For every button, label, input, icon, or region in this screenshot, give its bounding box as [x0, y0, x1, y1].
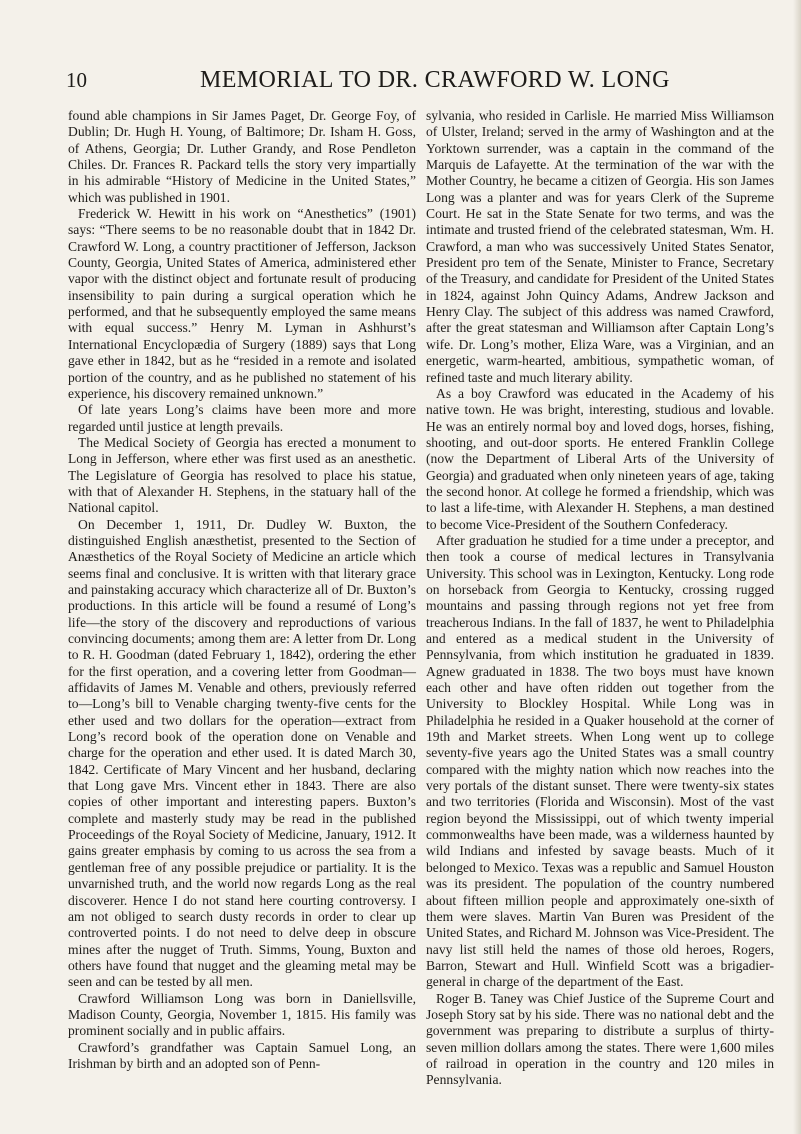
paragraph: After graduation he studied for a time under a preceptor, and then took a course of medical lectures in Transylvania University. This school was in Lexington, Kentucky. Long rode on horseback from Georgia to Kentucky, crossing rugged mountains and passing through regions not yet free from treacherous Indians. In the fall of 1837, he went to Philadelphia and entered as a medical student in the University of Pennsylvania, from which institution he graduated in 1839. Agnew graduated in 1838. The two boys must have known each other and have often ridden out together from the University to Blockley Hospital. While Long was in Philadelphia he resided in a Quaker household at the corner of 19th and Market streets. When Long went up to college seventy-five years ago the United States was a small country compared with the mighty nation which now reaches into the very portals of the distant sunset. There were twenty-six states and two territories (Florida and Wisconsin). Most of the vast region beyond the Mississippi, out of which twenty imperial commonwealths have been made, was a wilderness haunted by wild Indians and infested by savage beasts. Much of it belonged to Mexico. Texas was a republic and Samuel Houston was its president. The population of the country numbered about fifteen million people and approximately one-sixth of them were slaves. Martin Van Buren was President of the United States, and Richard M. Johnson was Vice-President. The navy list still held the names of those old heroes, Rogers, Barron, Stewart and Hull. Winfield Scott was a brigadier-general in charge of the department of the East.	[426, 532, 774, 990]
paragraph: Roger B. Taney was Chief Justice of the Supreme Court and Joseph Story sat by his side. There was no national debt and the government was preparing to distribute a surplus of thirty-seven million dollars among the states. There were 1,600 miles of railroad in operation in the country and 120 miles in Pennsylvania.	[426, 990, 774, 1088]
page-header	[66, 64, 766, 94]
paragraph: found able champions in Sir James Paget, Dr. George Foy, of Dublin; Dr. Hugh H. Young, of Baltimore; Dr. Isham H. Goss, of Athens, Georgia; Dr. Luther Grandy, and Rose Pendleton Chiles. Dr. Frances R. Packard tells the story very impartially in his admirable “History of Medicine in the United States,” which was published in 1901.	[68, 108, 416, 205]
paragraph: Crawford Williamson Long was born in Daniellsville, Madison County, Georgia, November 1, 1815. His family was prominent socially and in public affairs.	[68, 990, 416, 1039]
paragraph: Frederick W. Hewitt in his work on “Anesthetics” (1901) says: “There seems to be no reasonable doubt that in 1842 Dr. Crawford W. Long, a country practitioner of Jefferson, Jackson County, Georgia, United States of America, administered ether vapor with the distinct object and fortunate result of producing insensibility to pain during a surgical operation which he performed, and that he subsequently employed the same means with equal success.” Henry M. Lyman in Ashhurst’s International Encyclopædia of Surgery (1889) says that Long gave ether in 1842, but as he “resided in a remote and isolated portion of the country, and as he published no statement of his experience, his discovery remained unknown.”	[68, 206, 416, 401]
paragraph: sylvania, who resided in Carlisle. He married Miss Williamson of Ulster, Ireland; served in the army of Washington and at the Yorktown surrender, was a captain in the command of the Marquis de Lafayette. At the termination of the war with the Mother Country, he became a citizen of Georgia. His son James Long was a planter and was for years Clerk of the Supreme Court. He sat in the State Senate for two terms, and was the intimate and trusted friend of the celebrated statesman, Wm. H. Crawford, a man who was successively United States Senator, President pro tem of the Senate, Minister to France, Secretary of the Treasury, and candidate for President of the United States in 1824, against John Quincy Adams, Andrew Jackson and Henry Clay. The subject of this address was named Crawford, after the great statesman and Williamson after Captain Long’s wife. Dr. Long’s mother, Eliza Ware, was a Virginian, and an energetic, warm-hearted, ambitious, sympathetic woman, of refined taste and much literary ability.	[426, 108, 774, 385]
paragraph: Of late years Long’s claims have been more and more regarded until justice at length prevails.	[68, 402, 416, 434]
paragraph: The Medical Society of Georgia has erected a monument to Long in Jefferson, where ether was first used as an anesthetic. The Legislature of Georgia has resolved to place his statue, with that of Alexander H. Stephens, in the statuary hall of the National capitol.	[68, 434, 416, 516]
page-number: 10	[66, 68, 87, 92]
paragraph: As a boy Crawford was educated in the Academy of his native town. He was bright, interesting, studious and lovable. He was an entirely normal boy and loved dogs, horses, fishing, shooting, and out-door sports. He entered Franklin College (now the Department of Liberal Arts of the University of Georgia) and graduated when only nineteen years of age, taking the second honor. At college he formed a friendship, which was to last a life-time, with Alexander H. Stephens, a man destined to become Vice-President of the Southern Confederacy.	[426, 385, 774, 532]
page-edge-shadow	[793, 0, 801, 1134]
right-column	[426, 108, 774, 1089]
running-head-title: MEMORIAL TO DR. CRAWFORD W. LONG	[200, 67, 670, 93]
paragraph: On December 1, 1911, Dr. Dudley W. Buxton, the distinguished English anæsthetist, presented to the Section of Anæsthetics of the Royal Society of Medicine an article which seems final and conclusive. It is written with that literary grace and painstaking accuracy which characterize all of Dr. Buxton’s productions. In this article will be found a resumé of Long’s life—the story of the discovery and reproductions of various convincing documents; among them are: A letter from Dr. Long to R. H. Goodman (dated February 1, 1842), ordering the ether for the first operation, and a covering letter from Goodman—affidavits of James M. Venable and others, previously referred to—Long’s bill to Venable charging twenty-five cents for the ether used and two dollars for the operation—extract from Long’s record book of the operation done on Venable and charge for the operation and ether used. It is dated March 30, 1842. Certificate of Mary Vincent and her husband, declaring that Long gave Mrs. Vincent ether in 1843. There are also copies of other important and interesting papers. Buxton’s complete and masterly study may be read in the published Proceedings of the Royal Society of Medicine, January, 1912. It gains greater emphasis by coming to us across the sea from a gentleman free of any possible prejudice or partiality. It is the unvarnished truth, and the world now regards Long as the real discoverer. Hence I do not stand here courting controversy. I am not obliged to search dusty records in order to clear up controverted points. I do not need to delve deep in obscure mines after the nugget of Truth. Simms, Young, Buxton and others have found that nugget and the gleaming metal may be seen and can be tested by all men.	[68, 516, 416, 990]
paragraph: Crawford’s grandfather was Captain Samuel Long, an Irishman by birth and an adopted son of Penn-	[68, 1039, 416, 1071]
left-column	[68, 108, 416, 1072]
